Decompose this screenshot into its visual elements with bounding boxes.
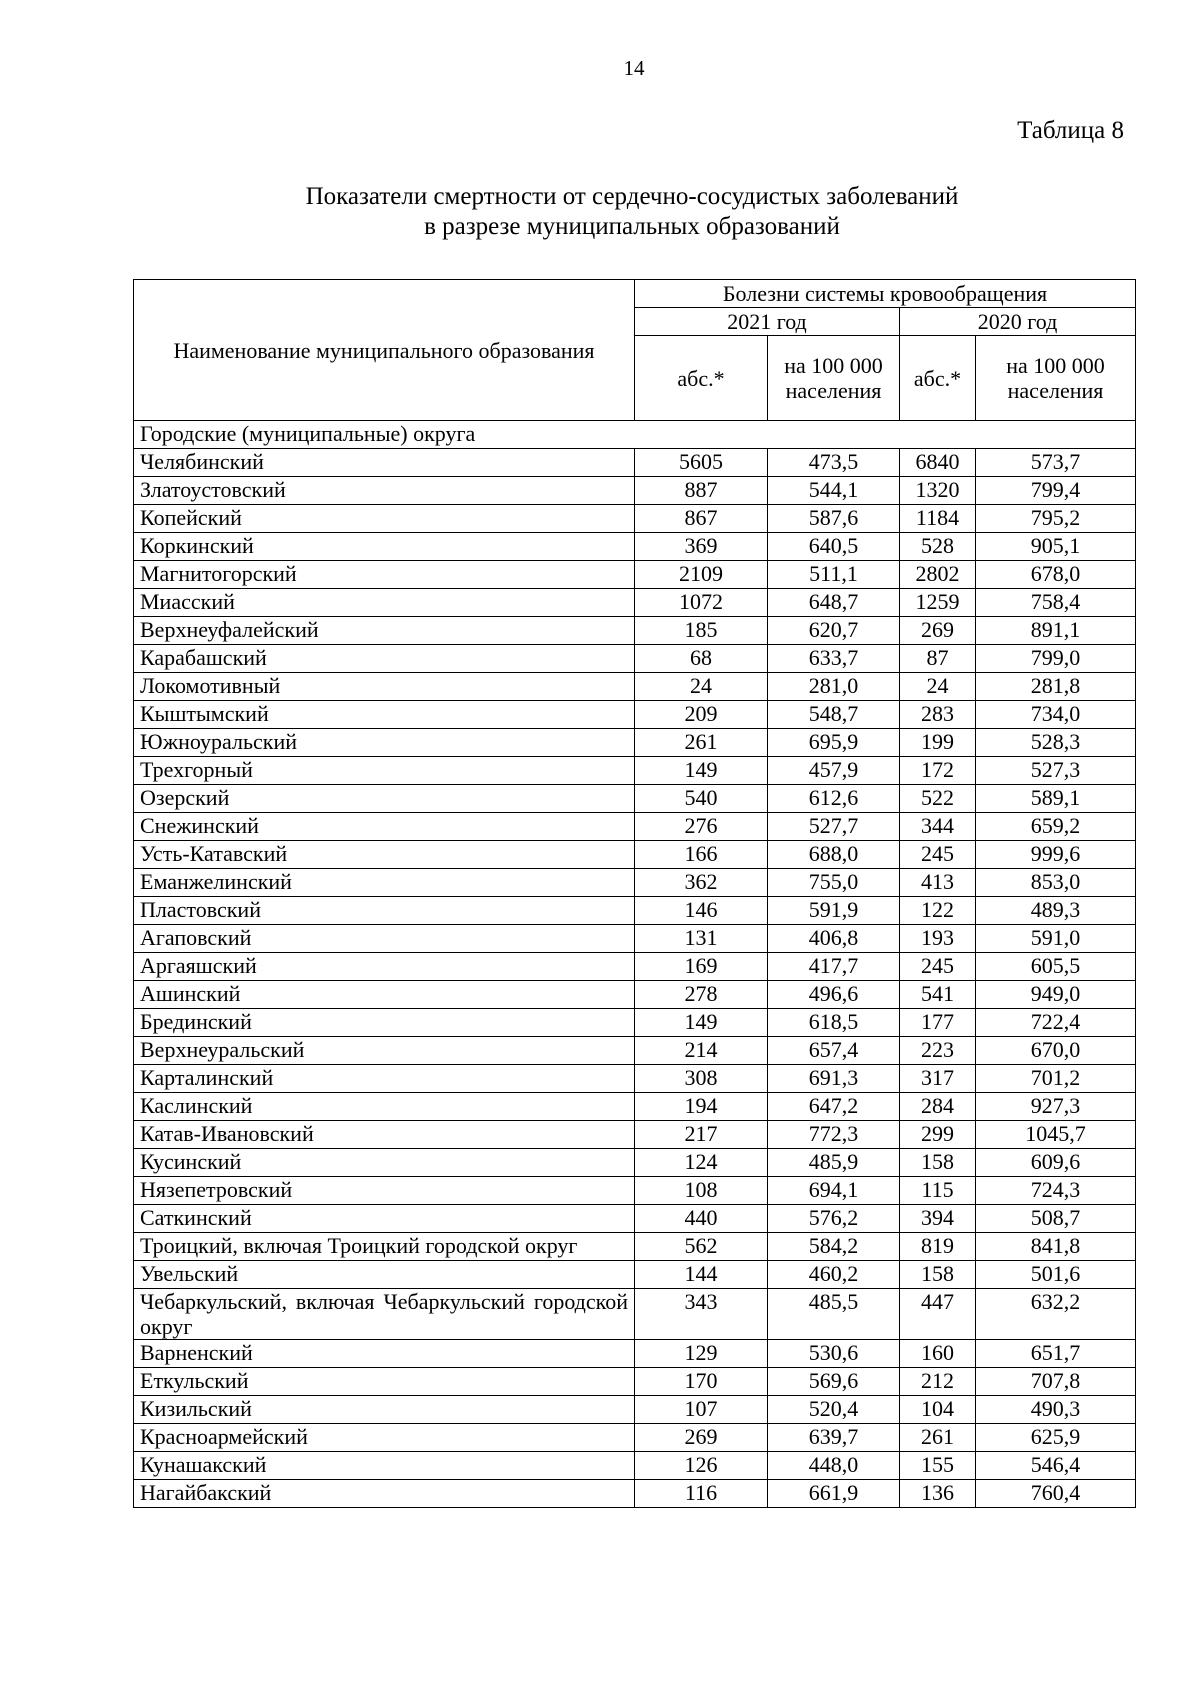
table-row (134, 1480, 1136, 1508)
row-rate-2021: 485,9 (768, 1149, 900, 1177)
row-rate-2021: 527,7 (768, 813, 900, 841)
table-row (134, 1009, 1136, 1037)
row-rate-2020: 573,7 (976, 449, 1136, 477)
row-name: Трехгорный (134, 757, 635, 785)
row-rate-2020: 632,2 (976, 1289, 1136, 1340)
table-row (134, 617, 1136, 645)
row-abs-2021: 362 (635, 869, 768, 897)
row-rate-2020: 799,4 (976, 477, 1136, 505)
row-rate-2021: 648,7 (768, 589, 900, 617)
row-name: Южноуральский (134, 729, 635, 757)
row-name: Увельский (134, 1261, 635, 1289)
row-rate-2021: 473,5 (768, 449, 900, 477)
row-abs-2020: 819 (900, 1233, 976, 1261)
row-name: Агаповский (134, 925, 635, 953)
row-name: Миасский (134, 589, 635, 617)
row-name: Варненский (134, 1340, 635, 1368)
row-abs-2021: 185 (635, 617, 768, 645)
row-abs-2021: 116 (635, 1480, 768, 1508)
row-name: Снежинский (134, 813, 635, 841)
section-label: Городские (муниципальные) округа (134, 421, 1136, 449)
table-body (134, 421, 1136, 1508)
row-abs-2020: 269 (900, 617, 976, 645)
row-abs-2021: 540 (635, 785, 768, 813)
page-number: 14 (623, 56, 645, 80)
row-abs-2021: 146 (635, 897, 768, 925)
table-row (134, 561, 1136, 589)
row-abs-2020: 223 (900, 1037, 976, 1065)
table-row (134, 449, 1136, 477)
row-rate-2021: 281,0 (768, 673, 900, 701)
row-name: Аргаяшский (134, 953, 635, 981)
row-rate-2020: 905,1 (976, 533, 1136, 561)
table-row (134, 1177, 1136, 1205)
row-abs-2020: 344 (900, 813, 976, 841)
table-row (134, 981, 1136, 1009)
table-row (134, 1205, 1136, 1233)
row-abs-2020: 193 (900, 925, 976, 953)
row-rate-2020: 651,7 (976, 1340, 1136, 1368)
row-rate-2020: 546,4 (976, 1452, 1136, 1480)
table-row (134, 645, 1136, 673)
row-abs-2021: 867 (635, 505, 768, 533)
row-rate-2020: 281,8 (976, 673, 1136, 701)
row-abs-2021: 170 (635, 1368, 768, 1396)
row-abs-2021: 124 (635, 1149, 768, 1177)
row-rate-2020: 670,0 (976, 1037, 1136, 1065)
row-rate-2021: 772,3 (768, 1121, 900, 1149)
row-abs-2020: 522 (900, 785, 976, 813)
row-abs-2020: 261 (900, 1424, 976, 1452)
header-rate-2020: на 100 000 населения (976, 336, 1136, 421)
table-row (134, 1149, 1136, 1177)
row-abs-2021: 308 (635, 1065, 768, 1093)
row-name: Коркинский (134, 533, 635, 561)
row-abs-2020: 160 (900, 1340, 976, 1368)
row-name: Катав-Ивановский (134, 1121, 635, 1149)
row-name: Еткульский (134, 1368, 635, 1396)
row-rate-2020: 758,4 (976, 589, 1136, 617)
row-name: Красноармейский (134, 1424, 635, 1452)
row-rate-2021: 620,7 (768, 617, 900, 645)
row-rate-2021: 576,2 (768, 1205, 900, 1233)
row-rate-2021: 633,7 (768, 645, 900, 673)
table-row (134, 1368, 1136, 1396)
row-name: Магнитогорский (134, 561, 635, 589)
row-abs-2021: 194 (635, 1093, 768, 1121)
row-name: Пластовский (134, 897, 635, 925)
row-rate-2020: 625,9 (976, 1424, 1136, 1452)
row-rate-2021: 496,6 (768, 981, 900, 1009)
row-rate-2021: 511,1 (768, 561, 900, 589)
row-abs-2020: 413 (900, 869, 976, 897)
row-abs-2020: 2802 (900, 561, 976, 589)
section-row (134, 421, 1136, 449)
table-row (134, 533, 1136, 561)
row-abs-2021: 209 (635, 701, 768, 729)
row-abs-2020: 1259 (900, 589, 976, 617)
row-name: Чебаркульский, включая Чебаркульский городской округ (134, 1289, 635, 1340)
row-rate-2021: 485,5 (768, 1289, 900, 1340)
row-abs-2020: 245 (900, 841, 976, 869)
header-abs-2020: абс.* (900, 336, 976, 421)
row-abs-2020: 199 (900, 729, 976, 757)
row-rate-2020: 799,0 (976, 645, 1136, 673)
row-rate-2021: 647,2 (768, 1093, 900, 1121)
row-rate-2020: 591,0 (976, 925, 1136, 953)
row-name: Копейский (134, 505, 635, 533)
table-row (134, 1424, 1136, 1452)
table-label: Таблица 8 (1017, 117, 1124, 144)
row-name: Кыштымский (134, 701, 635, 729)
row-abs-2021: 276 (635, 813, 768, 841)
row-abs-2021: 129 (635, 1340, 768, 1368)
row-rate-2020: 501,6 (976, 1261, 1136, 1289)
row-rate-2021: 639,7 (768, 1424, 900, 1452)
row-abs-2021: 369 (635, 533, 768, 561)
row-rate-2020: 707,8 (976, 1368, 1136, 1396)
row-rate-2020: 949,0 (976, 981, 1136, 1009)
row-rate-2020: 609,6 (976, 1149, 1136, 1177)
row-abs-2020: 158 (900, 1261, 976, 1289)
row-abs-2020: 1320 (900, 477, 976, 505)
table-row (134, 1065, 1136, 1093)
row-rate-2020: 891,1 (976, 617, 1136, 645)
row-rate-2020: 659,2 (976, 813, 1136, 841)
row-abs-2021: 131 (635, 925, 768, 953)
row-rate-2020: 489,3 (976, 897, 1136, 925)
mortality-table (133, 279, 1136, 1508)
row-name: Еманжелинский (134, 869, 635, 897)
row-abs-2021: 169 (635, 953, 768, 981)
header-rate-2021: на 100 000 населения (768, 336, 900, 421)
row-rate-2021: 530,6 (768, 1340, 900, 1368)
table-row (134, 897, 1136, 925)
row-name: Кизильский (134, 1396, 635, 1424)
row-abs-2021: 887 (635, 477, 768, 505)
table-row (134, 757, 1136, 785)
row-rate-2021: 591,9 (768, 897, 900, 925)
row-rate-2021: 587,6 (768, 505, 900, 533)
row-abs-2020: 447 (900, 1289, 976, 1340)
row-abs-2021: 144 (635, 1261, 768, 1289)
row-rate-2020: 701,2 (976, 1065, 1136, 1093)
row-abs-2021: 5605 (635, 449, 768, 477)
table-row (134, 841, 1136, 869)
row-rate-2021: 612,6 (768, 785, 900, 813)
row-rate-2020: 795,2 (976, 505, 1136, 533)
row-rate-2020: 999,6 (976, 841, 1136, 869)
row-abs-2020: 212 (900, 1368, 976, 1396)
table-row (134, 1261, 1136, 1289)
header-name-column: Наименование муниципального образования (134, 280, 635, 421)
row-abs-2020: 24 (900, 673, 976, 701)
row-abs-2020: 541 (900, 981, 976, 1009)
row-rate-2021: 548,7 (768, 701, 900, 729)
row-rate-2021: 457,9 (768, 757, 900, 785)
header-year-2021: 2021 год (635, 308, 900, 336)
row-abs-2020: 155 (900, 1452, 976, 1480)
row-rate-2020: 1045,7 (976, 1121, 1136, 1149)
row-abs-2020: 284 (900, 1093, 976, 1121)
row-rate-2020: 853,0 (976, 869, 1136, 897)
row-rate-2020: 760,4 (976, 1480, 1136, 1508)
row-name: Озерский (134, 785, 635, 813)
row-rate-2021: 618,5 (768, 1009, 900, 1037)
row-name: Троицкий, включая Троицкий городской округ (134, 1233, 635, 1261)
table-row (134, 1233, 1136, 1261)
row-rate-2020: 841,8 (976, 1233, 1136, 1261)
row-abs-2021: 166 (635, 841, 768, 869)
row-rate-2021: 520,4 (768, 1396, 900, 1424)
row-rate-2020: 508,7 (976, 1205, 1136, 1233)
document-title-line-2: в разрезе муниципальных образований (424, 213, 840, 240)
row-name: Кунашакский (134, 1452, 635, 1480)
row-abs-2021: 278 (635, 981, 768, 1009)
header-abs-2021: абс.* (635, 336, 768, 421)
row-abs-2021: 2109 (635, 561, 768, 589)
row-abs-2020: 177 (900, 1009, 976, 1037)
row-rate-2021: 448,0 (768, 1452, 900, 1480)
table-row (134, 1396, 1136, 1424)
table-row (134, 1121, 1136, 1149)
row-name: Усть-Катавский (134, 841, 635, 869)
row-abs-2020: 245 (900, 953, 976, 981)
table-row (134, 1093, 1136, 1121)
row-name: Карталинский (134, 1065, 635, 1093)
row-rate-2020: 734,0 (976, 701, 1136, 729)
table-row (134, 505, 1136, 533)
row-name: Верхнеуральский (134, 1037, 635, 1065)
row-rate-2020: 490,3 (976, 1396, 1136, 1424)
row-rate-2020: 724,3 (976, 1177, 1136, 1205)
row-abs-2021: 343 (635, 1289, 768, 1340)
row-abs-2021: 562 (635, 1233, 768, 1261)
row-name: Брединский (134, 1009, 635, 1037)
row-rate-2020: 927,3 (976, 1093, 1136, 1121)
row-rate-2021: 584,2 (768, 1233, 900, 1261)
document-title-line-1: Показатели смертности от сердечно-сосудистых заболеваний (305, 183, 959, 210)
row-abs-2020: 158 (900, 1149, 976, 1177)
table-row (134, 785, 1136, 813)
row-rate-2021: 694,1 (768, 1177, 900, 1205)
row-abs-2020: 528 (900, 533, 976, 561)
row-name: Ашинский (134, 981, 635, 1009)
row-name: Кусинский (134, 1149, 635, 1177)
row-abs-2021: 214 (635, 1037, 768, 1065)
row-abs-2021: 68 (635, 645, 768, 673)
row-rate-2020: 722,4 (976, 1009, 1136, 1037)
row-rate-2020: 528,3 (976, 729, 1136, 757)
row-abs-2020: 299 (900, 1121, 976, 1149)
row-abs-2020: 1184 (900, 505, 976, 533)
table-row (134, 813, 1136, 841)
row-name: Нагайбакский (134, 1480, 635, 1508)
row-rate-2021: 460,2 (768, 1261, 900, 1289)
row-rate-2021: 406,8 (768, 925, 900, 953)
header-group: Болезни системы кровообращения (635, 280, 1136, 308)
row-abs-2021: 107 (635, 1396, 768, 1424)
row-abs-2020: 115 (900, 1177, 976, 1205)
row-rate-2021: 640,5 (768, 533, 900, 561)
row-abs-2021: 217 (635, 1121, 768, 1149)
row-abs-2021: 1072 (635, 589, 768, 617)
row-rate-2021: 544,1 (768, 477, 900, 505)
header-year-2020: 2020 год (900, 308, 1136, 336)
row-abs-2021: 149 (635, 757, 768, 785)
table-row (134, 1289, 1136, 1340)
table-row (134, 729, 1136, 757)
row-rate-2020: 678,0 (976, 561, 1136, 589)
table-row (134, 869, 1136, 897)
table-row (134, 1037, 1136, 1065)
row-rate-2021: 695,9 (768, 729, 900, 757)
table-row (134, 701, 1136, 729)
row-name: Саткинский (134, 1205, 635, 1233)
row-name: Нязепетровский (134, 1177, 635, 1205)
row-abs-2021: 440 (635, 1205, 768, 1233)
row-rate-2020: 605,5 (976, 953, 1136, 981)
row-abs-2020: 6840 (900, 449, 976, 477)
document-title (132, 182, 1132, 242)
table-row (134, 953, 1136, 981)
row-name: Верхнеуфалейский (134, 617, 635, 645)
table-row (134, 1340, 1136, 1368)
row-abs-2021: 108 (635, 1177, 768, 1205)
table-row (134, 1452, 1136, 1480)
row-abs-2021: 269 (635, 1424, 768, 1452)
row-rate-2021: 657,4 (768, 1037, 900, 1065)
row-rate-2021: 691,3 (768, 1065, 900, 1093)
row-abs-2020: 122 (900, 897, 976, 925)
table-header (134, 280, 1136, 421)
table-row (134, 673, 1136, 701)
row-abs-2020: 104 (900, 1396, 976, 1424)
row-abs-2020: 87 (900, 645, 976, 673)
table-row (134, 925, 1136, 953)
row-rate-2021: 661,9 (768, 1480, 900, 1508)
row-abs-2021: 149 (635, 1009, 768, 1037)
row-rate-2021: 569,6 (768, 1368, 900, 1396)
row-rate-2020: 527,3 (976, 757, 1136, 785)
row-rate-2021: 688,0 (768, 841, 900, 869)
row-abs-2020: 136 (900, 1480, 976, 1508)
row-abs-2021: 24 (635, 673, 768, 701)
row-abs-2021: 126 (635, 1452, 768, 1480)
row-rate-2020: 589,1 (976, 785, 1136, 813)
row-abs-2020: 283 (900, 701, 976, 729)
row-name: Карабашский (134, 645, 635, 673)
table-row (134, 477, 1136, 505)
row-rate-2021: 755,0 (768, 869, 900, 897)
row-rate-2021: 417,7 (768, 953, 900, 981)
row-abs-2020: 317 (900, 1065, 976, 1093)
row-abs-2020: 394 (900, 1205, 976, 1233)
row-name: Локомотивный (134, 673, 635, 701)
row-name: Златоустовский (134, 477, 635, 505)
table-row (134, 589, 1136, 617)
row-name: Каслинский (134, 1093, 635, 1121)
row-name: Челябинский (134, 449, 635, 477)
row-abs-2020: 172 (900, 757, 976, 785)
row-abs-2021: 261 (635, 729, 768, 757)
